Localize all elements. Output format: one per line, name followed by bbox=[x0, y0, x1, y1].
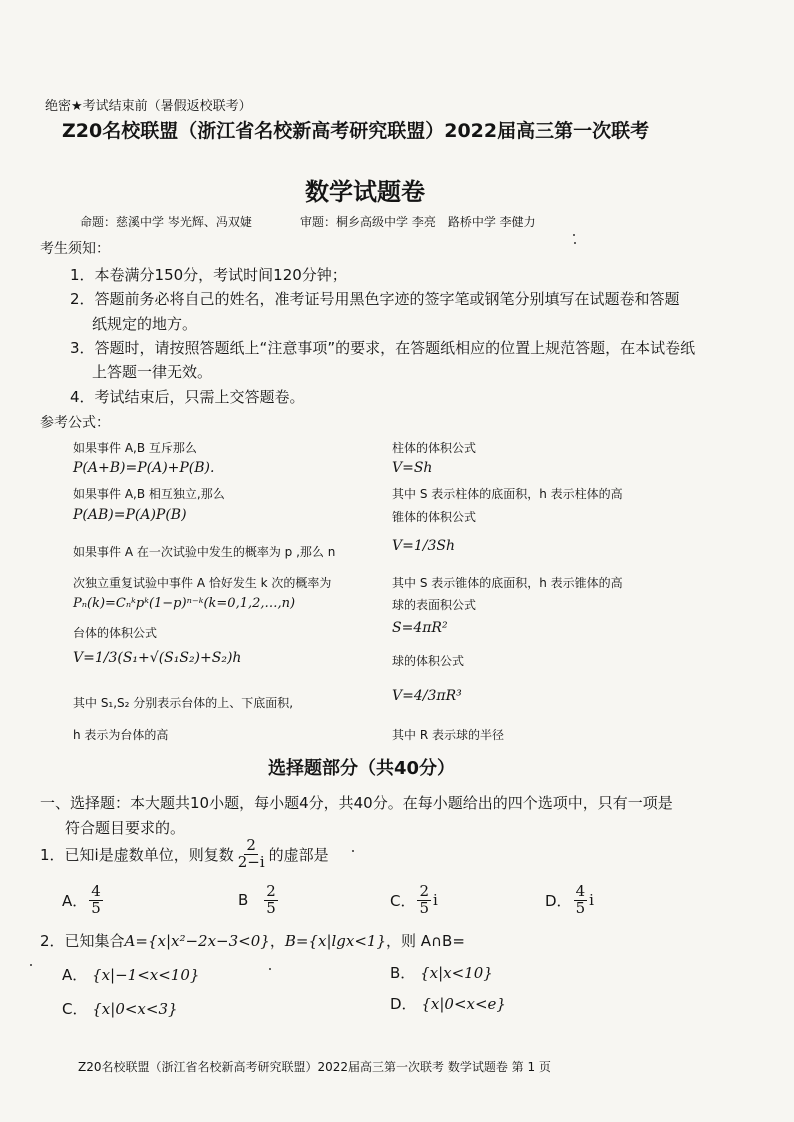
formula-left-9: V=1/3(S₁+√(S₁S₂)+S₂)h bbox=[73, 650, 242, 666]
q2-comma: ， bbox=[269, 932, 285, 950]
formula-left-3: 如果事件 A,B 相互独立,那么 bbox=[73, 487, 225, 501]
formula-right-10: V=4/3πR³ bbox=[392, 688, 462, 704]
q2-stem-pre: 2．已知集合 bbox=[40, 932, 125, 950]
q1-a-den: 5 bbox=[91, 898, 101, 917]
formula-left-6: 次独立重复试验中事件 A 恰好发生 k 次的概率为 bbox=[73, 576, 332, 590]
notice-item: 纸规定的地方。 bbox=[92, 315, 198, 333]
formula-right-3: 其中 S 表示柱体的底面积，h 表示柱体的高 bbox=[392, 487, 623, 501]
q2-set-a: A={x|x²−2x−3<0} bbox=[124, 931, 270, 950]
notice-item: 上答题一律无效。 bbox=[92, 363, 213, 381]
reviewers-line: 审题：桐乡高级中学 李亮 路桥中学 李健力 bbox=[300, 215, 536, 229]
q1-b-den: 5 bbox=[266, 898, 276, 917]
notice-item: 3．答题时，请按照答题纸上“注意事项”的要求，在答题纸相应的位置上规范答题，在本试卷纸 bbox=[70, 339, 696, 357]
q1-option-c[interactable] bbox=[390, 884, 438, 917]
formula-left-5: 如果事件 A 在一次试验中发生的概率为 p ,那么 n bbox=[73, 545, 336, 559]
q1-stem-post: 的虚部是 bbox=[268, 845, 329, 864]
formulas-heading: 参考公式： bbox=[40, 415, 110, 431]
formula-left-1: 如果事件 A,B 互斥那么 bbox=[73, 441, 197, 455]
formula-right-4: 锥体的体积公式 bbox=[392, 510, 477, 524]
formula-right-6: 其中 S 表示锥体的底面积，h 表示锥体的高 bbox=[392, 576, 623, 590]
q2-option-c[interactable] bbox=[62, 998, 178, 1019]
q1-a-num: 4 bbox=[91, 882, 101, 900]
formula-left-4: P(AB)=P(A)P(B) bbox=[73, 507, 187, 523]
page-footer: Z20名校联盟（浙江省名校新高考研究联盟）2022届高三第一次联考 数学试题卷 第 1 页 bbox=[78, 1060, 551, 1074]
q1-d-den: 5 bbox=[575, 898, 586, 917]
formula-left-8: 台体的体积公式 bbox=[73, 626, 158, 640]
scan-speck bbox=[269, 968, 271, 970]
q1-option-b-label: B bbox=[238, 891, 249, 910]
formula-left-7: Pₙ(k)=Cₙᵏpᵏ(1−p)ⁿ⁻ᵏ(k=0,1,2,…,n) bbox=[73, 596, 296, 611]
q1-d-num: 4 bbox=[575, 882, 586, 900]
q2-stem-post: ，则 A∩B= bbox=[386, 932, 465, 950]
q2-option-a[interactable] bbox=[62, 964, 199, 985]
q1-option-a-label: A． bbox=[62, 891, 88, 910]
formula-left-10: 其中 S₁,S₂ 分别表示台体的上、下底面积, bbox=[73, 696, 294, 710]
q2-option-b-set: {x|x<10} bbox=[420, 964, 493, 982]
q1-stem-fraction bbox=[236, 838, 267, 871]
subject-title: 数学试题卷 bbox=[305, 178, 425, 206]
formula-left-11: h 表示为台体的高 bbox=[73, 728, 169, 742]
q1-stem-num: 2 bbox=[246, 836, 256, 854]
question-2-stem bbox=[40, 930, 465, 951]
q2-option-d[interactable] bbox=[390, 993, 506, 1014]
q1-stem-den: 2−i bbox=[237, 852, 265, 871]
formula-right-8: S=4πR² bbox=[392, 620, 448, 636]
q2-option-d-set: {x|0<x<e} bbox=[421, 995, 506, 1013]
notice-item: 1．本卷满分150分，考试时间120分钟； bbox=[70, 266, 347, 284]
q1-c-num: 2 bbox=[419, 882, 430, 900]
q1-option-b[interactable] bbox=[238, 884, 280, 917]
scan-speck bbox=[574, 242, 576, 244]
exam-title: Z20名校联盟（浙江省名校新高考研究联盟）2022届高三第一次联考 bbox=[62, 120, 650, 142]
notice-item: 4．考试结束后，只需上交答题卷。 bbox=[70, 388, 305, 406]
q2-option-c-set: {x|0<x<3} bbox=[92, 1000, 178, 1018]
notice-item: 2．答题前务必将自己的姓名，准考证号用黑色字迹的签字笔或钢笔分别填写在试题卷和答题 bbox=[70, 290, 680, 308]
q1-d-suffix: i bbox=[589, 891, 594, 910]
q2-option-b[interactable] bbox=[390, 962, 493, 983]
section-intro-line2: 符合题目要求的。 bbox=[65, 819, 186, 837]
formula-right-5: V=1/3Sh bbox=[392, 538, 455, 554]
question-1-stem bbox=[40, 838, 329, 871]
q1-option-d-label: D． bbox=[545, 891, 572, 910]
formula-right-9: 球的体积公式 bbox=[392, 654, 465, 668]
q1-option-c-label: C． bbox=[390, 891, 416, 910]
q1-c-den: 5 bbox=[419, 898, 430, 917]
q1-c-suffix: i bbox=[433, 891, 438, 910]
q1-stem-pre: 1．已知i是虚数单位，则复数 bbox=[40, 845, 234, 864]
formula-right-2: V=Sh bbox=[392, 460, 433, 476]
q2-option-c-label: C． bbox=[62, 1000, 88, 1018]
scan-speck bbox=[352, 850, 354, 852]
section-title: 选择题部分（共40分） bbox=[268, 758, 456, 779]
formula-left-2: P(A+B)=P(A)+P(B). bbox=[73, 460, 215, 476]
q2-option-a-label: A． bbox=[62, 966, 88, 984]
q1-option-d[interactable] bbox=[545, 884, 594, 917]
authors-line: 命题：慈溪中学 岑光辉、冯双婕 bbox=[80, 215, 252, 229]
scan-speck bbox=[573, 234, 575, 236]
formula-right-7: 球的表面积公式 bbox=[392, 598, 477, 612]
scan-speck bbox=[30, 964, 32, 966]
q2-option-d-label: D． bbox=[390, 995, 417, 1013]
q2-option-b-label: B． bbox=[390, 964, 416, 982]
q2-option-a-set: {x|−1<x<10} bbox=[92, 966, 200, 984]
formula-right-11: 其中 R 表示球的半径 bbox=[392, 728, 504, 742]
formula-right-1: 柱体的体积公式 bbox=[392, 441, 477, 455]
section-intro-line1: 一、选择题：本大题共10小题，每小题4分，共40分。在每小题给出的四个选项中，只有一项是 bbox=[40, 794, 673, 812]
q1-b-num: 2 bbox=[266, 882, 276, 900]
notice-heading: 考生须知： bbox=[40, 241, 110, 257]
q1-option-a[interactable] bbox=[62, 884, 105, 917]
q2-set-b: B={x|lgx<1} bbox=[284, 931, 387, 950]
secret-label: 绝密★考试结束前（暑假返校联考） bbox=[45, 99, 252, 114]
